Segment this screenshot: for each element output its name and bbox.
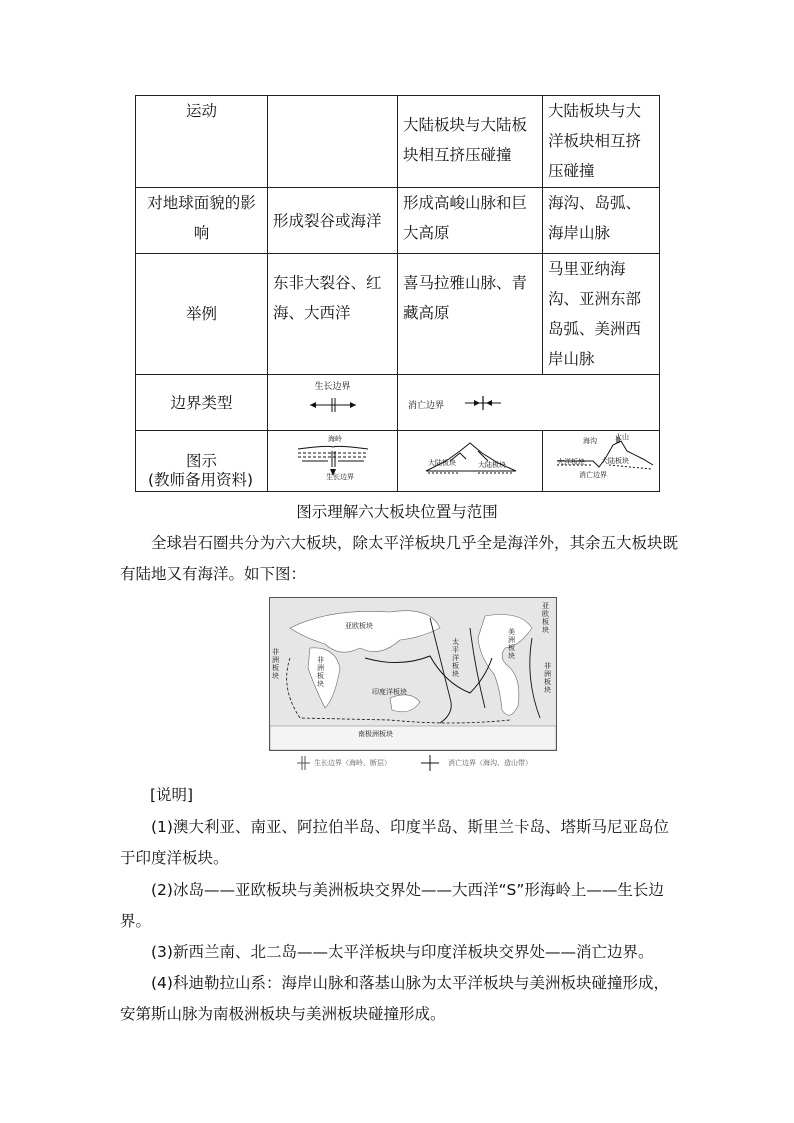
section-title: 图示理解六大板块位置与范围	[296, 503, 498, 521]
cell-empty	[268, 96, 398, 188]
grow-boundary-label: 生长边界	[314, 382, 351, 392]
teacher-note: (教师备用资料)	[148, 471, 254, 489]
map-label-africa-right: 非洲板块	[544, 662, 551, 694]
fig-sub-label: 消亡边界	[579, 471, 607, 479]
fig-continent-plate-label: 大陆板块	[601, 457, 629, 465]
cell-trench: 海沟、岛弧、海岸山脉	[543, 188, 660, 254]
row-label-example: 举例	[136, 254, 268, 375]
map-label-indian: 印度洋板块	[372, 688, 407, 696]
table-row	[136, 188, 660, 254]
plate-map	[269, 597, 557, 751]
explain-item-1: (1)澳大利亚、南亚、阿拉伯半岛、印度半岛、斯里兰卡岛、塔斯马尼亚岛位于印度洋板块。	[120, 818, 669, 867]
fig-ocean-plate-label: 大洋板块	[557, 458, 585, 466]
cell-grow-boundary	[268, 375, 398, 431]
intro-paragraph: 全球岩石圈共分为六大板块，除太平洋板块几乎全是海洋外，其余五大板块既有陆地又有海洋。如下图：	[120, 534, 679, 583]
legend-sub-icon	[420, 754, 440, 772]
cell-continent-ocean-collision: 大陆板块与大洋板块相互挤压碰撞	[543, 96, 660, 188]
fig-continent-left-label: 大陆板块	[428, 459, 456, 467]
table-row	[136, 375, 660, 431]
sub-boundary-icon	[463, 395, 503, 411]
map-label-eurasia-right: 亚欧板块	[542, 602, 549, 634]
map-label-africa-left: 非洲板块	[272, 648, 279, 680]
cell-rift: 形成裂谷或海洋	[268, 188, 398, 254]
cell-continent-collision: 大陆板块与大陆板块相互挤压碰撞	[398, 96, 543, 188]
fig-continent-right-label: 大陆板块	[478, 461, 506, 469]
legend-grow-icon	[296, 754, 310, 772]
map-label-antarctic: 南极洲板块	[358, 730, 393, 738]
legend-grow-label: 生长边界（海岭、断层）	[314, 759, 391, 767]
map-label-america: 美洲板块	[508, 628, 515, 660]
row-label-effect: 对地球面貌的影响	[136, 188, 268, 254]
row-label-movement: 运动	[136, 96, 268, 188]
cell-sub-boundary	[398, 375, 660, 431]
cell-example-2: 喜马拉雅山脉、青藏高原	[398, 254, 543, 375]
fig-grow-label: 生长边界	[326, 473, 354, 481]
cell-mountains: 形成高峻山脉和巨大高原	[398, 188, 543, 254]
fig-volcano-label: 火山	[615, 433, 629, 441]
grow-boundary-icon	[308, 397, 358, 413]
fig-trench-label: 海沟	[583, 437, 597, 445]
explain-item-3: (3)新西兰南、北二岛——太平洋板块与印度洋板块交界处——消亡边界。	[151, 943, 654, 961]
row-label-boundary-type: 边界类型	[136, 375, 268, 431]
map-label-pacific: 太平洋板块	[452, 638, 459, 678]
row-label-figure: 图示	[136, 431, 268, 492]
sub-boundary-label: 消亡边界	[408, 400, 445, 411]
explain-heading: [说明]	[150, 786, 194, 804]
fig-ridge-label: 海岭	[328, 435, 342, 443]
plate-boundary-table	[135, 95, 660, 492]
legend-sub-label: 消亡边界（海沟、造山带）	[448, 759, 532, 767]
cell-example-1: 东非大裂谷、红海、大西洋	[268, 254, 398, 375]
table-row	[136, 254, 660, 375]
map-label-africa: 非洲板块	[317, 656, 324, 688]
map-label-eurasia: 亚欧板块	[345, 622, 373, 630]
explain-item-4: (4)科迪勒拉山系：海岸山脉和落基山脉为太平洋板块与美洲板块碰撞形成，安第斯山脉为南极洲板块与美洲板块碰撞形成。	[120, 974, 669, 1023]
table-row	[136, 96, 660, 188]
world-map-drawing	[270, 598, 556, 750]
map-legend	[290, 754, 550, 772]
cell-example-3: 马里亚纳海沟、亚洲东部岛弧、美洲西岸山脉	[543, 254, 660, 375]
explain-item-2: (2)冰岛——亚欧板块与美洲板块交界处——大西洋“S”形海岭上——生长边界。	[120, 881, 664, 930]
